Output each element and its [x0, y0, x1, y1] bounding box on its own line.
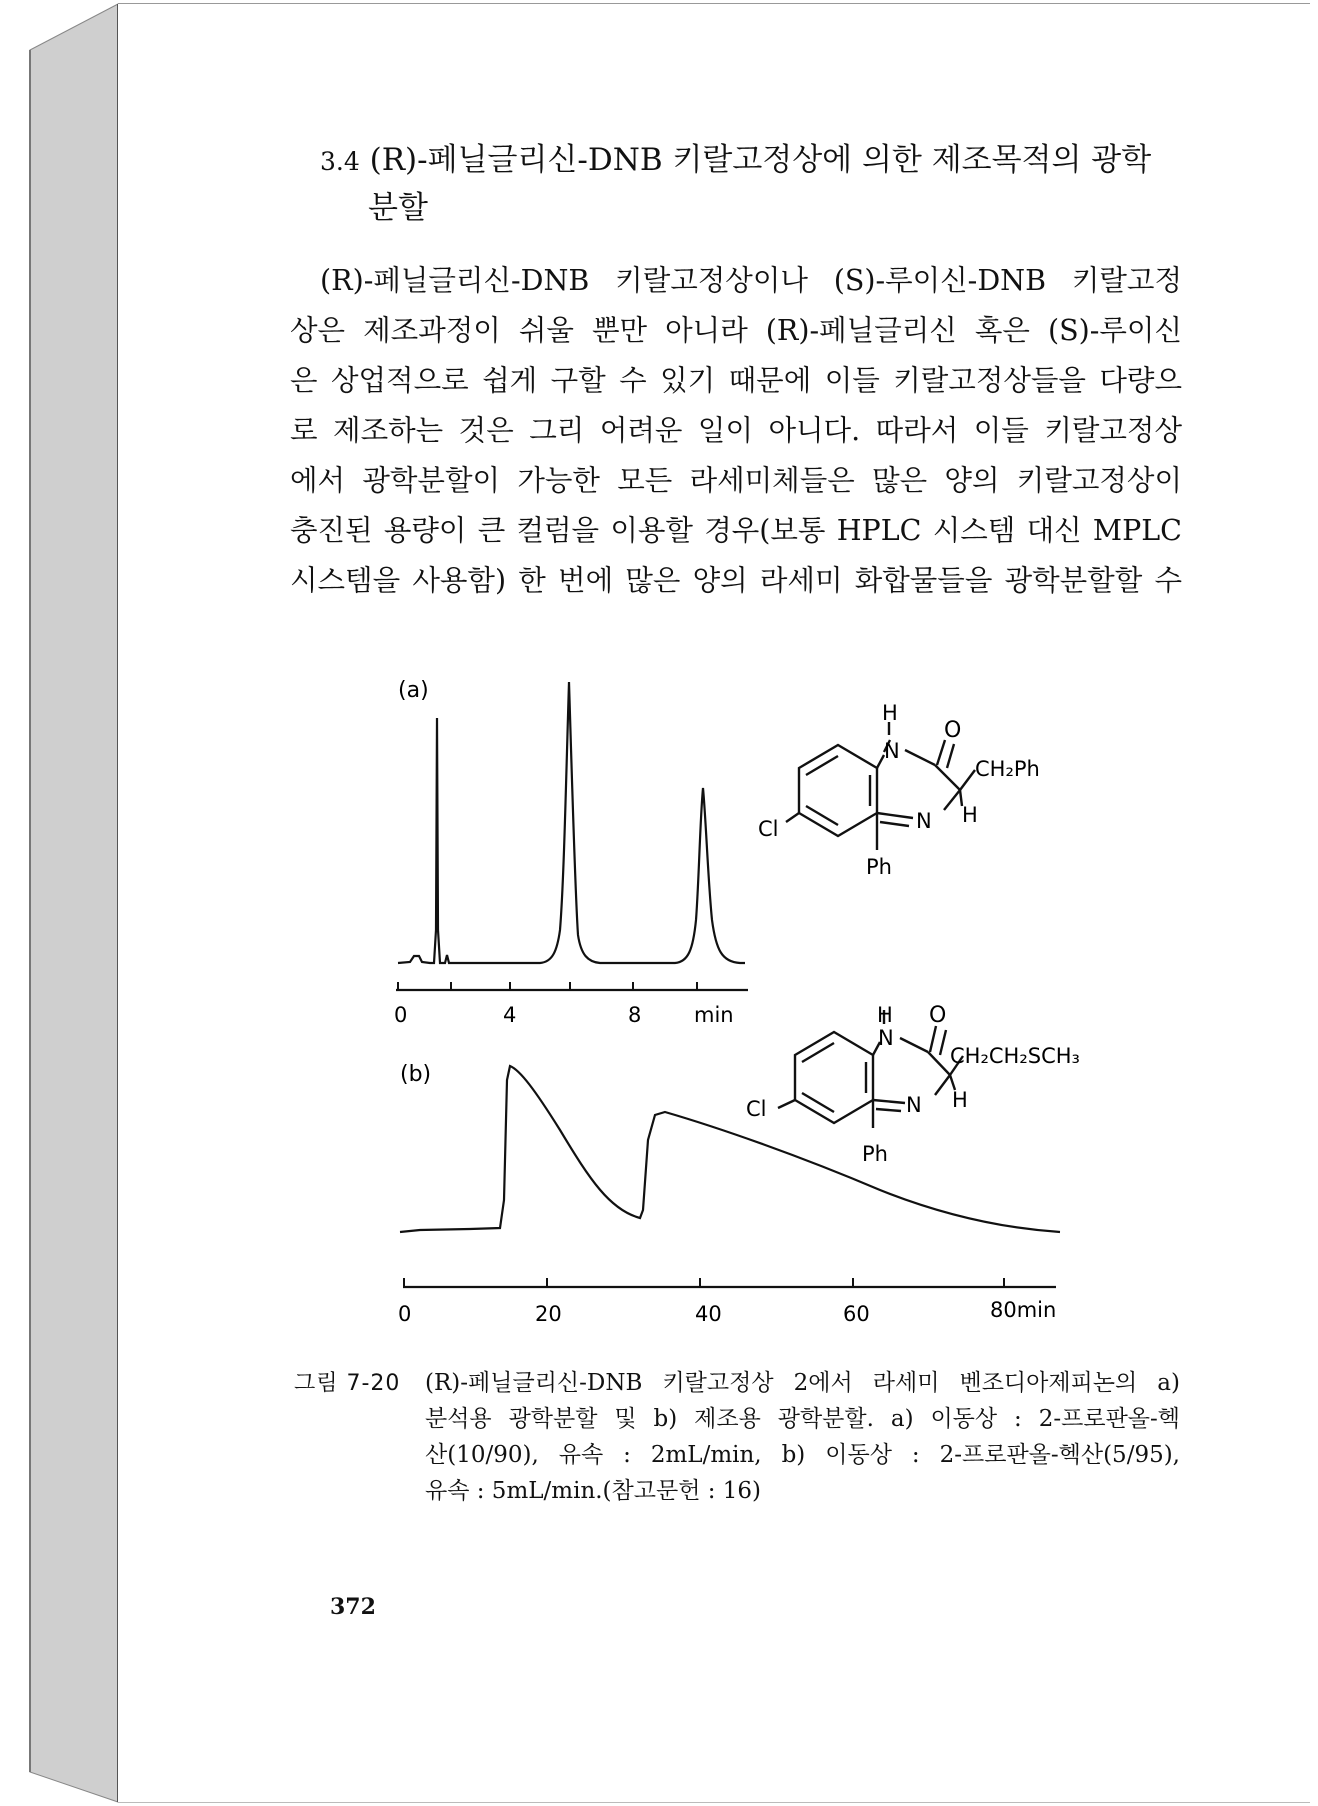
panel-a: [394, 678, 1040, 1027]
structure-a-substituent: CH₂Ph: [975, 757, 1040, 781]
structure-a-h-top: H: [882, 701, 898, 725]
body-line: 에서 광학분할이 가능한 모든 라세미체들은 많은 양의 키랄고정상이: [290, 464, 1182, 497]
structure-b-n-top: N: [878, 1026, 894, 1050]
panel-b-tick-label: 60: [843, 1302, 870, 1326]
caption-line: 유속 : 5mL/min.(참고문헌 : 16): [425, 1478, 762, 1504]
body-line: 은 상업적으로 쉽게 구할 수 있기 때문에 이들 키랄고정상들을 다량으: [290, 364, 1182, 397]
panel-a-tick-label: 8: [628, 1003, 642, 1027]
section-title-line2: 분할: [368, 190, 428, 226]
panel-a-trace: [398, 682, 745, 963]
panel-b-label: (b): [400, 1062, 432, 1087]
section-number: 3.4: [320, 147, 360, 176]
body-line: 시스템을 사용함) 한 번에 많은 양의 라세미 화합물들을 광학분할할 수: [290, 564, 1182, 597]
structure-a-h-side: H: [962, 803, 978, 827]
panel-a-axis-unit: min: [694, 1003, 734, 1027]
structure-b-n-imine: N: [906, 1093, 922, 1117]
structure-b-h-side: H: [952, 1088, 968, 1112]
structure-a-n-top: N: [884, 739, 900, 763]
structure-b-substituent: CH₂CH₂SCH₃: [950, 1044, 1080, 1068]
structure-a-oxygen: O: [944, 718, 962, 743]
structure-b-chloro: Cl: [746, 1097, 767, 1121]
panel-a-ticks: [398, 982, 697, 990]
structure-b-oxygen: O: [929, 1003, 947, 1028]
caption-line: 산(10/90), 유속 : 2mL/min, b) 이동상 : 2-프로판올-헥산(5/95),: [425, 1442, 1180, 1468]
panel-b-tick-label: 20: [535, 1302, 562, 1326]
structure-a-n-imine: N: [916, 809, 932, 833]
body-line: (R)-페닐글리신-DNB 키랄고정상이나 (S)-루이신-DNB 키랄고정: [320, 264, 1182, 297]
caption-line: 분석용 광학분할 및 b) 제조용 광학분할. a) 이동상 : 2-프로판올-헥: [425, 1406, 1180, 1432]
panel-b-ticks: [404, 1278, 1004, 1287]
panel-a-label: (a): [398, 678, 429, 703]
body-line: 충진된 용량이 큰 컬럼을 이용할 경우(보통 HPLC 시스템 대신 MPLC: [290, 514, 1182, 547]
body-line: 상은 제조과정이 쉬울 뿐만 아니라 (R)-페닐글리신 혹은 (S)-루이신: [290, 314, 1182, 347]
caption-line: (R)-페닐글리신-DNB 키랄고정상 2에서 라세미 벤조디아제피논의 a): [425, 1370, 1180, 1396]
panel-a-tick-label: 0: [394, 1003, 408, 1027]
panel-b: [398, 1003, 1080, 1326]
figure-caption-label: 그림 7-20: [294, 1371, 401, 1396]
structure-a-phenyl: Ph: [866, 855, 892, 879]
body-line: 로 제조하는 것은 그리 어려운 일이 아니다. 따라서 이들 키랄고정상: [290, 414, 1182, 447]
panel-b-tick-label: 80min: [990, 1298, 1057, 1322]
section-title-line1: (R)-페닐글리신-DNB 키랄고정상에 의한 제조목적의 광학: [369, 142, 1152, 178]
structure-a-chloro: Cl: [758, 817, 779, 841]
structure-b-h-top: H: [877, 1003, 893, 1027]
panel-a-tick-label: 4: [503, 1003, 517, 1027]
structure-b-phenyl: Ph: [862, 1142, 888, 1166]
page-number: 372: [330, 1594, 376, 1620]
panel-b-tick-label: 0: [398, 1302, 412, 1326]
panel-b-tick-label: 40: [695, 1302, 722, 1326]
